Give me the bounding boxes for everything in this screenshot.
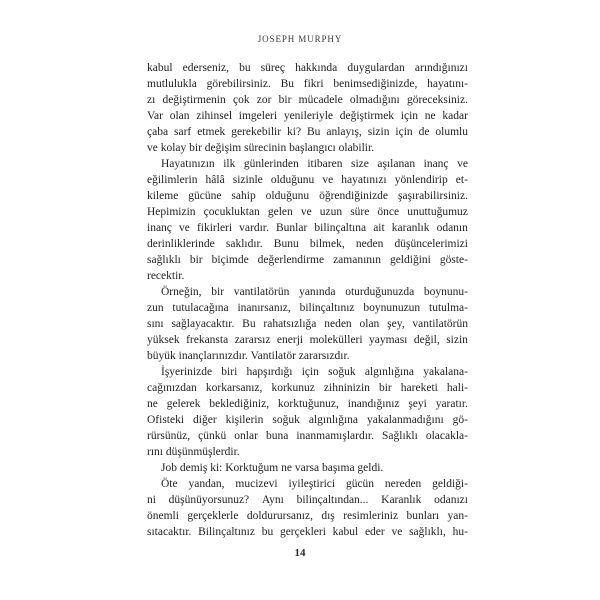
text-line: önemli gerçeklerle doldurursanız, dış resimleriniz bunları yan- bbox=[147, 510, 468, 522]
text-line: ne gelerek beklediğiniz, korktuğunuz, inandığınız şeyi yaratır. bbox=[147, 398, 468, 410]
text-line: eğilimlerin hâlâ sizinle olduğunu ve hayatınızı yönlendirip et- bbox=[147, 174, 468, 186]
text-line: cağınızdan korkarsanız, korkunuz zihninizin bir hareketi hali- bbox=[147, 382, 468, 394]
text-line: kileme gücüne sahip olduğunu öğrendiğinizde şaşırabilirsiniz. bbox=[147, 190, 468, 202]
text-line: zı değiştirmenin çok zor bir mücadele olmadığını göreceksiniz. bbox=[147, 94, 468, 106]
text-line: zun tutulacağına inanırsanız, bilinçaltınız boynunuzun tutulma- bbox=[147, 302, 468, 314]
text-line: kabul ederseniz, bu süreç hakkında duygulardan arındığınızı bbox=[147, 62, 468, 74]
text-line: mutlulukla görebilirsiniz. Bu fikri benimsediğinizde, hayatını- bbox=[147, 78, 468, 90]
text-line: ve kolay bir değişim sürecinin başlangıcı olabilir. bbox=[147, 142, 375, 154]
text-line: Var olan zihinsel imgeleri yenileriyle değiştirmek için ne kadar bbox=[147, 110, 468, 122]
text-line: sını sağlayacaktır. Bu rahatsızlığa neden olan şey, vantilatörün bbox=[147, 318, 468, 330]
text-line: Job demiş ki: Korktuğum ne varsa başıma geldi. bbox=[161, 462, 384, 474]
text-line: Örneğin, bir vantilatörün yanında oturduğunuzda boynunu- bbox=[161, 286, 468, 298]
text-line: sağlıklı bir biçimde değerlendirme zamanının geldiğini göste- bbox=[147, 254, 468, 266]
text-line: sıtacaktır. Bilinçaltınız bu gerçekleri kabul eder ve sağlıklı, hu- bbox=[147, 526, 468, 538]
text-line: İşyerinizde biri hapşırdığı için soğuk algınlığına yakalana- bbox=[161, 366, 468, 378]
text-line: yüksek frekansta zararsız enerji molekülleri yayması değil, sizin bbox=[147, 334, 468, 346]
text-line: çaba sarf etmek gerekebilir ki? Bu anlayış, sizin için de olumlu bbox=[147, 126, 468, 138]
body-text bbox=[147, 60, 468, 540]
page-number: 14 bbox=[294, 547, 306, 559]
text-line: rını düşünmüşlerdir. bbox=[147, 446, 240, 458]
text-line: recektir. bbox=[147, 270, 185, 282]
text-line: rürsünüz, çünkü onlar buna inanmamışlardır. Sağlıklı olacakla- bbox=[147, 430, 468, 442]
text-line: Hepimizin çocukluktan gelen ve uzun süre önce unuttuğumuz bbox=[147, 206, 468, 218]
text-line: Öte yandan, mucizevi iyileştirici gücün nereden geldiği- bbox=[161, 478, 468, 490]
text-line: Ofisteki diğer kişilerin soğuk algınlığına yakalanmadığını gö- bbox=[147, 414, 468, 426]
text-line: büyük inançlarınızdır. Vantilatör zararsızdır. bbox=[147, 350, 350, 362]
text-line: ni düşünüyorsunuz? Aynı bilinçaltından... Karanlık odanızı bbox=[147, 494, 468, 506]
text-line: inanç ve fikirleri vardır. Bunlar bilinçaltına ait karanlık odanın bbox=[147, 222, 468, 234]
text-line: Hayatınızın ilk günlerinden itibaren size aşılanan inanç ve bbox=[161, 158, 468, 170]
text-line: derinliklerinde saklıdır. Bunu bilmek, neden düşüncelerimizi bbox=[147, 238, 468, 250]
author-name: JOSEPH MURPHY bbox=[257, 34, 343, 44]
running-head bbox=[0, 34, 600, 44]
